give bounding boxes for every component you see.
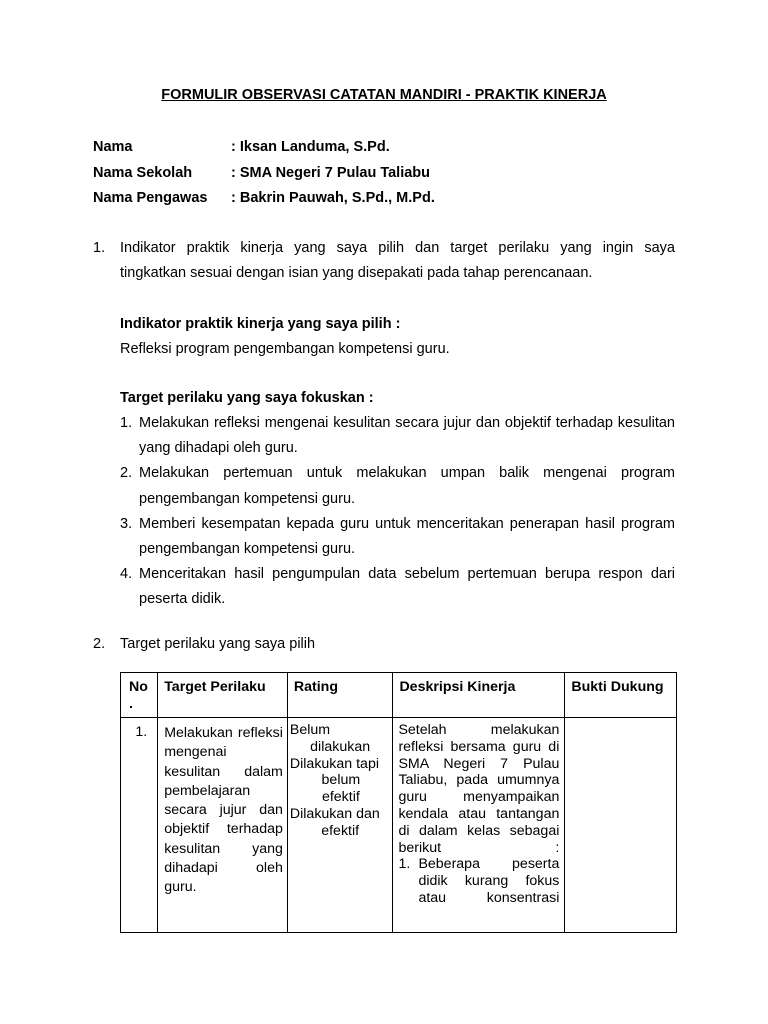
identity-value: : Iksan Landuma, S.Pd. (231, 139, 390, 155)
rating-option-label-cont: belum efektif (321, 772, 361, 806)
header-bukti: Bukti Dukung (571, 679, 664, 695)
section-2-heading: Target perilaku yang saya pilih (120, 636, 316, 652)
indicator-text (120, 312, 675, 362)
rating-option-label: Dilakukan tapi (289, 755, 379, 772)
cell-target (158, 718, 288, 933)
observation-table (120, 672, 677, 933)
header-cell (565, 673, 677, 718)
list-item-number: 4. (120, 566, 133, 583)
row-desc (393, 718, 564, 907)
rating-option-label-cont: dilakukan (310, 738, 371, 755)
cell-no (121, 718, 158, 933)
list-item (120, 562, 675, 612)
identity-label: Nama Pengawas (93, 190, 208, 206)
list-item-text: Melakukan pertemuan untuk melakukan umpan balik mengenai program pengembangan kompetensi guru. (139, 465, 675, 507)
table-header-row (121, 673, 677, 718)
identity-row-nama (93, 137, 435, 163)
header-no: No . (129, 679, 148, 712)
indicator-value: Refleksi program pengembangan kompetensi guru. (120, 341, 450, 357)
list-item-number: 1. (120, 415, 133, 431)
header-rating: Rating (293, 679, 339, 695)
header-cell (121, 673, 158, 718)
rating-option (290, 806, 391, 840)
rating-option (290, 722, 391, 756)
identity-value: : Bakrin Pauwah, S.Pd., M.Pd. (231, 190, 435, 206)
list-item (120, 461, 675, 511)
section-number: 2. (93, 636, 106, 652)
intro-line-2: tingkatkan sesuai dengan isian yang disepakati pada tahap perencanaan. (120, 265, 593, 281)
header-desc: Deskripsi Kinerja (399, 679, 516, 695)
rating-option-label-cont: efektif (321, 822, 360, 839)
header-cell (158, 673, 288, 718)
row-target-text: Melakukan refleksi mengenai kesulitan dalam pembelajaran secara jujur dan objektif terhadap kesulitan yang dihadapi oleh guru. (164, 725, 283, 896)
indicator-heading: Indikator praktik kinerja yang saya pilih : (120, 316, 401, 332)
identity-row-pengawas (93, 188, 435, 214)
identity-value: : SMA Negeri 7 Pulau Taliabu (231, 164, 431, 181)
header-cell (287, 673, 393, 718)
target-list (120, 411, 675, 613)
cell-rating (287, 718, 393, 933)
desc-list-text: Beberapa peserta didik kurang fokus atau konsentrasi (418, 856, 560, 906)
list-item (120, 411, 675, 461)
intro-line-1: Indikator praktik kinerja yang saya pilih dan target perilaku yang ingin saya (120, 240, 675, 256)
identity-label: Nama Sekolah (93, 164, 193, 181)
identity-block (93, 137, 435, 214)
desc-intro: Setelah melakukan refleksi bersama guru di SMA Negeri 7 Pulau Taliabu, pada umumnya guru menyampaikan kendala atau tantangan di dalam kelas sebagai berikut : (398, 722, 560, 856)
list-item-text: Memberi kesempatan kepada guru untuk menceritakan penerapan hasil program pengembangan kompetensi guru. (139, 515, 675, 558)
rating-options (288, 718, 393, 840)
identity-row-sekolah (93, 163, 435, 189)
section-number: 1. (93, 240, 106, 256)
table-row (121, 718, 677, 933)
identity-label: Nama (93, 139, 133, 155)
header-cell (393, 673, 565, 718)
list-item-number: 3. (120, 515, 133, 532)
cell-bukti (565, 718, 677, 933)
row-number: 1. (135, 724, 148, 740)
list-item-text: Menceritakan hasil pengumpulan data sebelum pertemuan berupa respon dari peserta didik. (139, 566, 675, 608)
form-title: FORMULIR OBSERVASI CATATAN MANDIRI - PRAKTIK KINERJA (161, 87, 607, 103)
list-item (120, 512, 675, 562)
target-heading: Target perilaku yang saya fokuskan : (120, 390, 374, 406)
rating-option-label: Belum (289, 722, 331, 738)
header-target: Target Perilaku (164, 679, 266, 695)
cell-desc (393, 718, 565, 933)
rating-option-label: Dilakukan dan (289, 805, 380, 822)
rating-option (290, 756, 391, 806)
list-item-text: Melakukan refleksi mengenai kesulitan secara jujur dan objektif terhadap kesulitan yang dihadapi oleh guru. (139, 415, 675, 457)
desc-list-number: 1. (398, 856, 411, 873)
list-item-number: 2. (120, 465, 133, 482)
desc-list-item (398, 856, 559, 906)
section-1-intro-text (120, 236, 675, 286)
